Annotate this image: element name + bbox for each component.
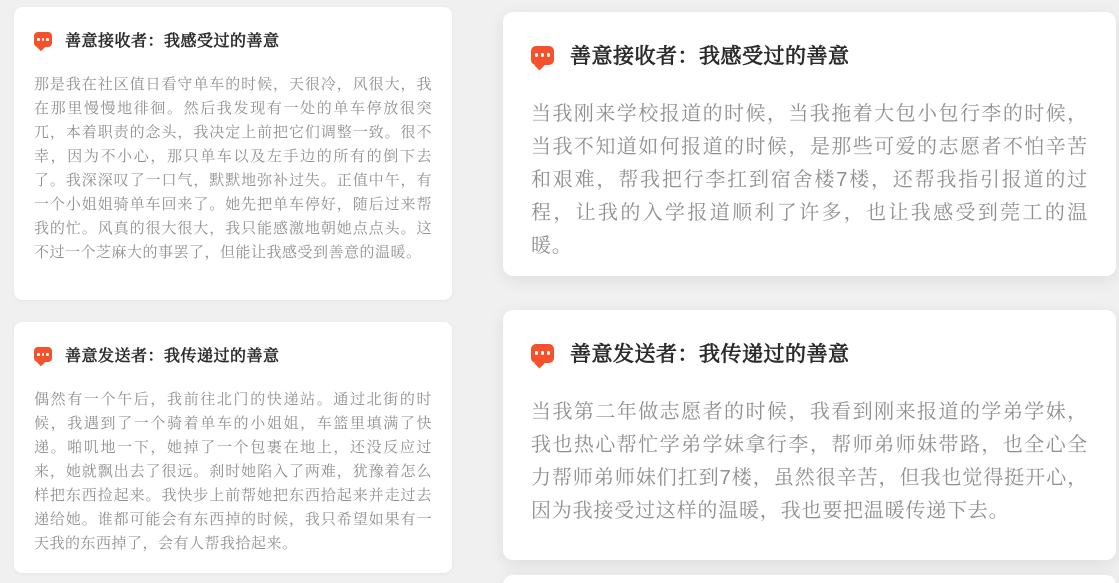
- card-title-row: [531, 338, 1088, 368]
- card-title-row: [531, 40, 1088, 70]
- card-body: 偶然有一个午后，我前往北门的快递站。通过北街的时候，我遇到了一个骑着单车的小姐姐，车篮里填满了快递。啪叽地一下，她掉了一个包裹在地上，还没反应过来，她就飘出去了很远。刹时她陷入了两难，犹豫着怎么样把东西捡起来。我快步上前帮她把东西拾起来并走过去递给她。谁都可能会有东西掉的时候，我只希望如果有一天我的东西掉了，会有人帮我拾起来。: [34, 391, 432, 552]
- card-body: 那是我在社区值日看守单车的时候，天很冷，风很大，我在那里慢慢地徘徊。然后我发现有一处的单车停放很突兀，本着职责的念头，我决定上前把它们调整一致。很不幸，因为不小心，那只单车以及左手边的所有的倒下去了。我深深叹了一口气，默默地弥补过失。正值中午，有一个小姐姐骑单车回来了。她先把单车停好，随后过来帮我的忙。风真的很大很大，我只能感激地朝她点点头。这不过一个芝麻大的事罢了，但能让我感受到善意的温暖。: [34, 76, 432, 261]
- card-title-row: [34, 28, 432, 51]
- speech-bubble-icon: [34, 32, 52, 47]
- card-title: 善意接收者：我感受过的善意: [570, 45, 850, 68]
- speech-bubble-icon: [34, 347, 52, 362]
- speech-bubble-icon: [531, 46, 554, 65]
- kindness-sent-card-right: [503, 310, 1116, 560]
- partial-card-cut-off: [503, 575, 1116, 583]
- card-body: 当我刚来学校报道的时候，当我拖着大包小包行李的时候，当我不知道如何报道的时候，是那些可爱的志愿者不怕辛苦和艰难，帮我把行李扛到宿舍楼7楼，还帮我指引报道的过程，让我的入学报道顺利了许多，也让我感受到莞工的温暖。: [531, 103, 1088, 257]
- card-title-row: [34, 343, 432, 366]
- kindness-sent-card-left: [14, 322, 452, 573]
- kindness-received-card-left: [14, 7, 452, 300]
- card-body: 当我第二年做志愿者的时候，我看到刚来报道的学弟学妹，我也热心帮忙学弟学妹拿行李，帮师弟师妹带路，也全心全力帮师弟师妹们扛到7楼，虽然很辛苦，但我也觉得挺开心，因为我接受过这样的温暖，我也要把温暖传递下去。: [531, 401, 1088, 522]
- kindness-received-card-right: [503, 12, 1116, 276]
- card-title: 善意发送者：我传递过的善意: [65, 348, 280, 365]
- card-title: 善意接收者：我感受过的善意: [65, 33, 280, 50]
- card-title: 善意发送者：我传递过的善意: [570, 343, 850, 366]
- speech-bubble-icon: [531, 344, 554, 363]
